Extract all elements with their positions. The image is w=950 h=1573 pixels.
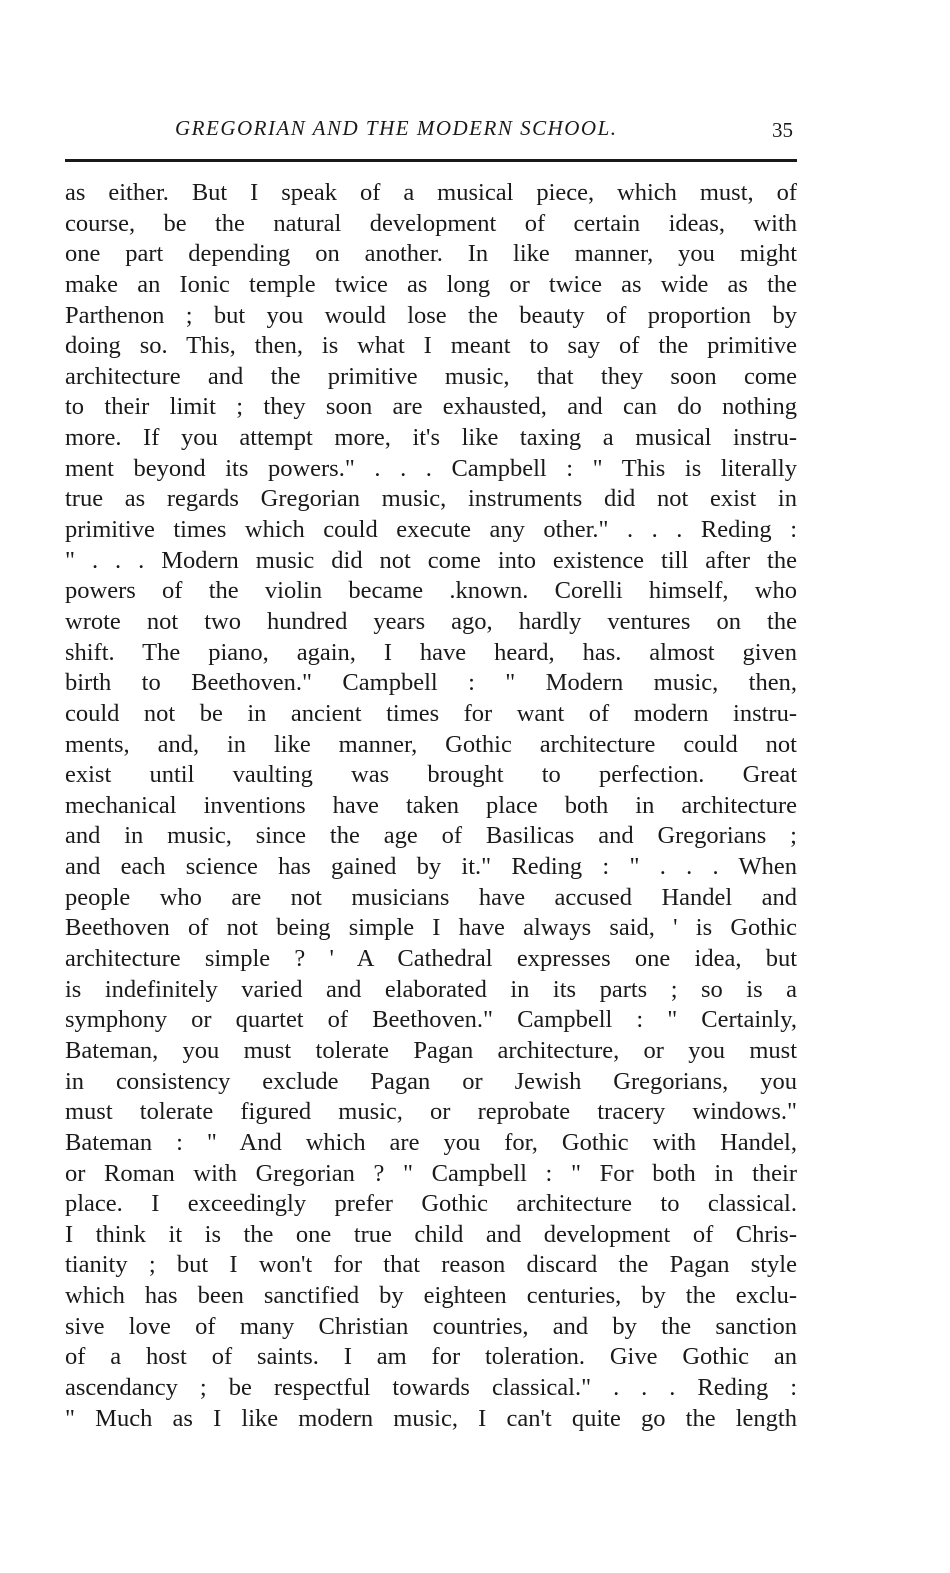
text-line: as either. But I speak of a musical piece, which must, of (65, 179, 797, 206)
body-text (65, 178, 797, 1434)
text-line: one part depending on another. In like manner, you might (65, 240, 797, 268)
text-line: ments, and, in like manner, Gothic architecture could not (65, 730, 797, 758)
text-line: Beethoven of not being simple I have always said, ' is Gothic (65, 914, 797, 942)
text-line: mechanical inventions have taken place both in architecture (65, 791, 797, 819)
text-line: symphony or quartet of Beethoven." Campbell : " Certainly, (65, 1006, 797, 1034)
text-line: true as regards Gregorian music, instruments did not exist in (65, 485, 797, 513)
text-line: architecture and the primitive music, that they soon come (65, 362, 797, 390)
text-line: primitive times which could execute any other." . . . Reding : (65, 516, 797, 544)
text-line: or Roman with Gregorian ? " Campbell : " For both in their (65, 1159, 797, 1187)
text-line: and each science has gained by it." Reding : " . . . When (65, 853, 797, 881)
text-line: exist until vaulting was brought to perfection. Great (65, 761, 797, 789)
text-line: tianity ; but I won't for that reason discard the Pagan style (65, 1251, 797, 1279)
text-line: make an Ionic temple twice as long or twice as wide as the (65, 270, 797, 298)
text-line: must tolerate figured music, or reprobate tracery windows." (65, 1098, 797, 1126)
text-line: to their limit ; they soon are exhausted, and can do nothing (65, 393, 797, 421)
running-title: GREGORIAN AND THE MODERN SCHOOL. (175, 116, 618, 140)
text-line: ment beyond its powers." . . . Campbell : " This is literally (65, 454, 797, 482)
text-line: place. I exceedingly prefer Gothic architecture to classical. (65, 1190, 797, 1218)
header-rule (65, 159, 797, 162)
text-line: in consistency exclude Pagan or Jewish Gregorians, you (65, 1067, 797, 1095)
text-line: and in music, since the age of Basilicas and Gregorians ; (65, 822, 797, 850)
text-line: " . . . Modern music did not come into existence till after the (65, 546, 797, 574)
text-line: which has been sanctified by eighteen centuries, by the exclu- (65, 1282, 797, 1310)
text-line: course, be the natural development of certain ideas, with (65, 209, 797, 237)
text-line: Bateman : " And which are you for, Gothic with Handel, (65, 1128, 797, 1156)
text-line: could not be in ancient times for want of modern instru- (65, 699, 797, 727)
text-line: " Much as I like modern music, I can't quite go the length (65, 1404, 797, 1432)
text-line: of a host of saints. I am for toleration. Give Gothic an (65, 1343, 797, 1371)
text-line: Bateman, you must tolerate Pagan architecture, or you must (65, 1036, 797, 1064)
text-line: birth to Beethoven." Campbell : " Modern music, then, (65, 669, 797, 697)
page-number: 35 (772, 118, 793, 142)
text-line: people who are not musicians have accused Handel and (65, 883, 797, 911)
text-line: sive love of many Christian countries, and by the sanction (65, 1312, 797, 1340)
text-line: powers of the violin became .known. Corelli himself, who (65, 577, 797, 605)
text-line: wrote not two hundred years ago, hardly ventures on the (65, 607, 797, 635)
text-line: doing so. This, then, is what I meant to say of the primitive (65, 332, 797, 360)
text-line: shift. The piano, again, I have heard, has. almost given (65, 638, 797, 666)
running-head (65, 112, 795, 146)
text-line: I think it is the one true child and development of Chris- (65, 1220, 797, 1248)
text-line: is indefinitely varied and elaborated in its parts ; so is a (65, 975, 797, 1003)
text-line: architecture simple ? ' A Cathedral expresses one idea, but (65, 945, 797, 973)
text-line: Parthenon ; but you would lose the beauty of proportion by (65, 301, 797, 329)
text-line: ascendancy ; be respectful towards classical." . . . Reding : (65, 1373, 797, 1401)
text-line: more. If you attempt more, it's like taxing a musical instru- (65, 424, 797, 452)
